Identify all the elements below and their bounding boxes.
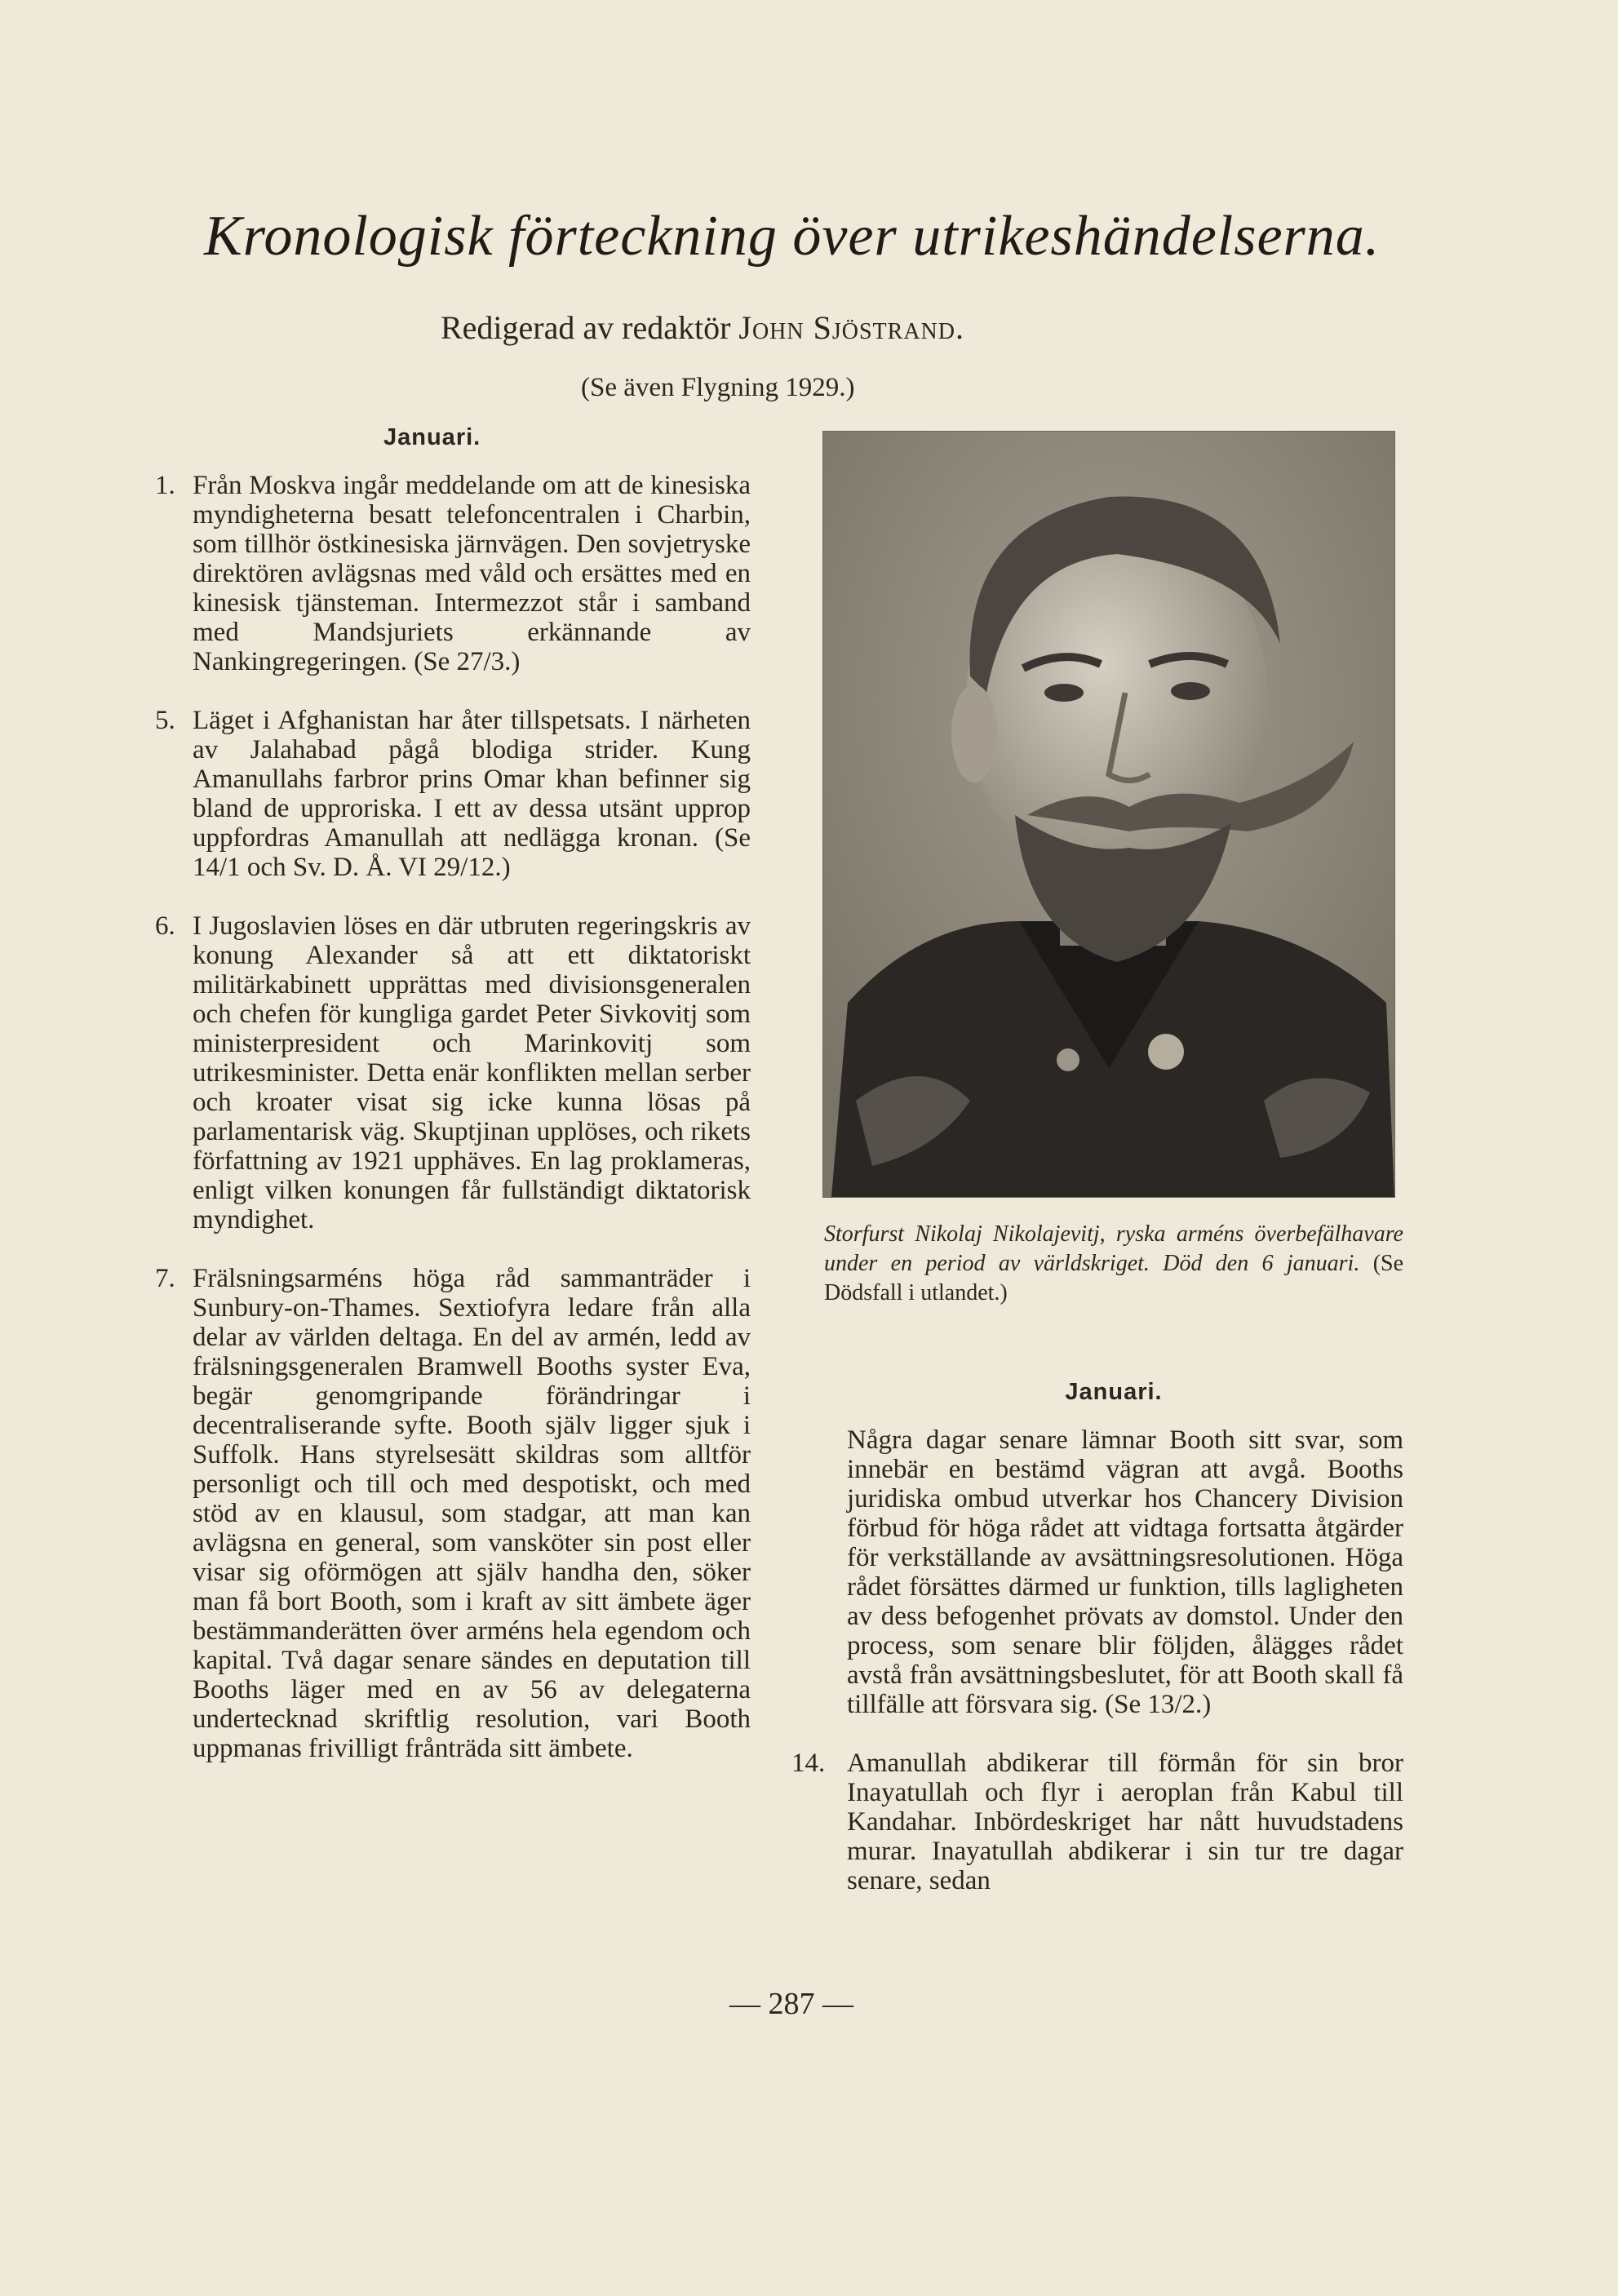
month-heading: Januari. xyxy=(1065,1379,1163,1405)
caption-text: Storfurst Nikolaj Nikolajevitj, ryska arméns överbefälhavare under en period av världskriget. Död den 6 januari. xyxy=(824,1221,1403,1276)
entry-text: Läget i Afghanistan har åter tillspetsats. I närheten av Jalahabad pågå blodiga strider. Kung Amanullahs farbror prins Omar khan befinner sig bland de upproriska. I ett av dessa utsänt upprop uppfordras Amanullah att nedlägga kronan. (Se 14/1 och Sv. D. Å. VI 29/12.) xyxy=(193,706,751,882)
page-title: Kronologisk förteckning över utrikeshändelserna. xyxy=(204,205,1381,268)
entry-text: Frälsningsarméns höga råd sammanträder i Sunbury-on-Thames. Sextiofyra ledare från alla delar av världen deltaga. En del av armén, ledd av frälsningsgeneralen Bramwell Booths syster Eva, begär genomgripande förändringar i decentraliserande syfte. Booth själv ligger sjuk i Suffolk. Hans styrelsesätt skildras som alltför personligt och till och med despotiskt, och med stöd av en klausul, som stadgar, att man kan avlägsna en general, som vansköter sin post eller visar sig oförmögen att själv handha den, söker man få bort Booth, som i kraft av sitt ämbete äger bestämmanderätten över arméns hela egendom och kapital. Två dagar senare sändes en deputation till Booths läger med en av 56 av delegaterna undertecknad skriftlig resolution, vari Booth uppmanas frivilligt frånträda sitt ämbete. xyxy=(193,1264,751,1763)
right-column xyxy=(791,1379,1403,1925)
continued-paragraph: Några dagar senare lämnar Booth sitt svar, som innebär en bestämd vägran att avgå. Booths juridiska ombud utverkar hos Chancery Division förbud för höga rådet att vidtaga fortsatta åtgärder för verkställande av avsättningsresolutionen. Höga rådet försättes därmed ur funktion, tills lagligheten av dess befogenhet prövats av domstol. Under den process, som senare blir följden, ålägges rådet avstå från avsättningsbeslutet, för att Booth skall få tillfälle att försvara sig. (Se 13/2.) xyxy=(847,1425,1403,1719)
portrait-caption xyxy=(824,1220,1403,1308)
entry-date: 7. xyxy=(155,1264,175,1293)
chronology-entry xyxy=(155,706,751,882)
chronology-entry xyxy=(791,1749,1403,1895)
entry-date: 5. xyxy=(155,706,175,735)
entry-text: Amanullah abdikerar till förmån för sin bror Inayatullah och flyr i aeroplan från Kabul till Kandahar. Inbördeskriget har nått huvudstadens murar. Inayatullah abdikerar i sin tur tre dagar senare, sedan xyxy=(847,1749,1403,1895)
see-also-note: (Se även Flygning 1929.) xyxy=(581,373,855,402)
page-number: — 287 — xyxy=(729,1987,853,2021)
entry-text: I Jugoslavien löses en där utbruten regeringskris av konung Alexander så att ett diktatoriskt militärkabinett upprättas med divisionsgeneralen och chefen för kungliga gardet Peter Sivkovitj som ministerpresident och Marinkovitj som utrikesminister. Detta enär konflikten mellan serber och kroater visat sig icke kunna lösas på parlamentarisk väg. Skuptjinan upplöses, och rikets författning av 1921 upphäves. En lag proklameras, enligt vilken konungen får fullständigt diktatorisk myndighet. xyxy=(193,911,751,1234)
entry-date: 1. xyxy=(155,471,175,500)
portrait-illustration xyxy=(823,432,1394,1197)
byline-prefix: Redigerad av redaktör xyxy=(441,309,731,346)
entry-text: Från Moskva ingår meddelande om att de kinesiska myndigheterna besatt telefoncentralen i Charbin, som tillhör östkinesiska järnvägen. Den sovjetryske direktören avlägsnas med våld och ersättes med en kinesisk tjänsteman. Intermezzot står i samband med Mandsjuriets erkännande av Nankingregeringen. (Se 27/3.) xyxy=(193,471,751,676)
left-column xyxy=(155,424,751,1793)
caption-reference: (Se Dödsfall i utlandet.) xyxy=(824,1251,1404,1305)
chronology-entry xyxy=(155,911,751,1234)
byline xyxy=(441,308,1175,347)
chronology-entry xyxy=(155,1264,751,1763)
month-heading: Januari. xyxy=(383,424,481,450)
entry-date: 14. xyxy=(791,1749,826,1778)
byline-editor-name: John Sjöstrand. xyxy=(738,309,964,346)
entry-date: 6. xyxy=(155,911,175,941)
portrait-photo xyxy=(822,431,1395,1198)
chronology-entry xyxy=(155,471,751,676)
